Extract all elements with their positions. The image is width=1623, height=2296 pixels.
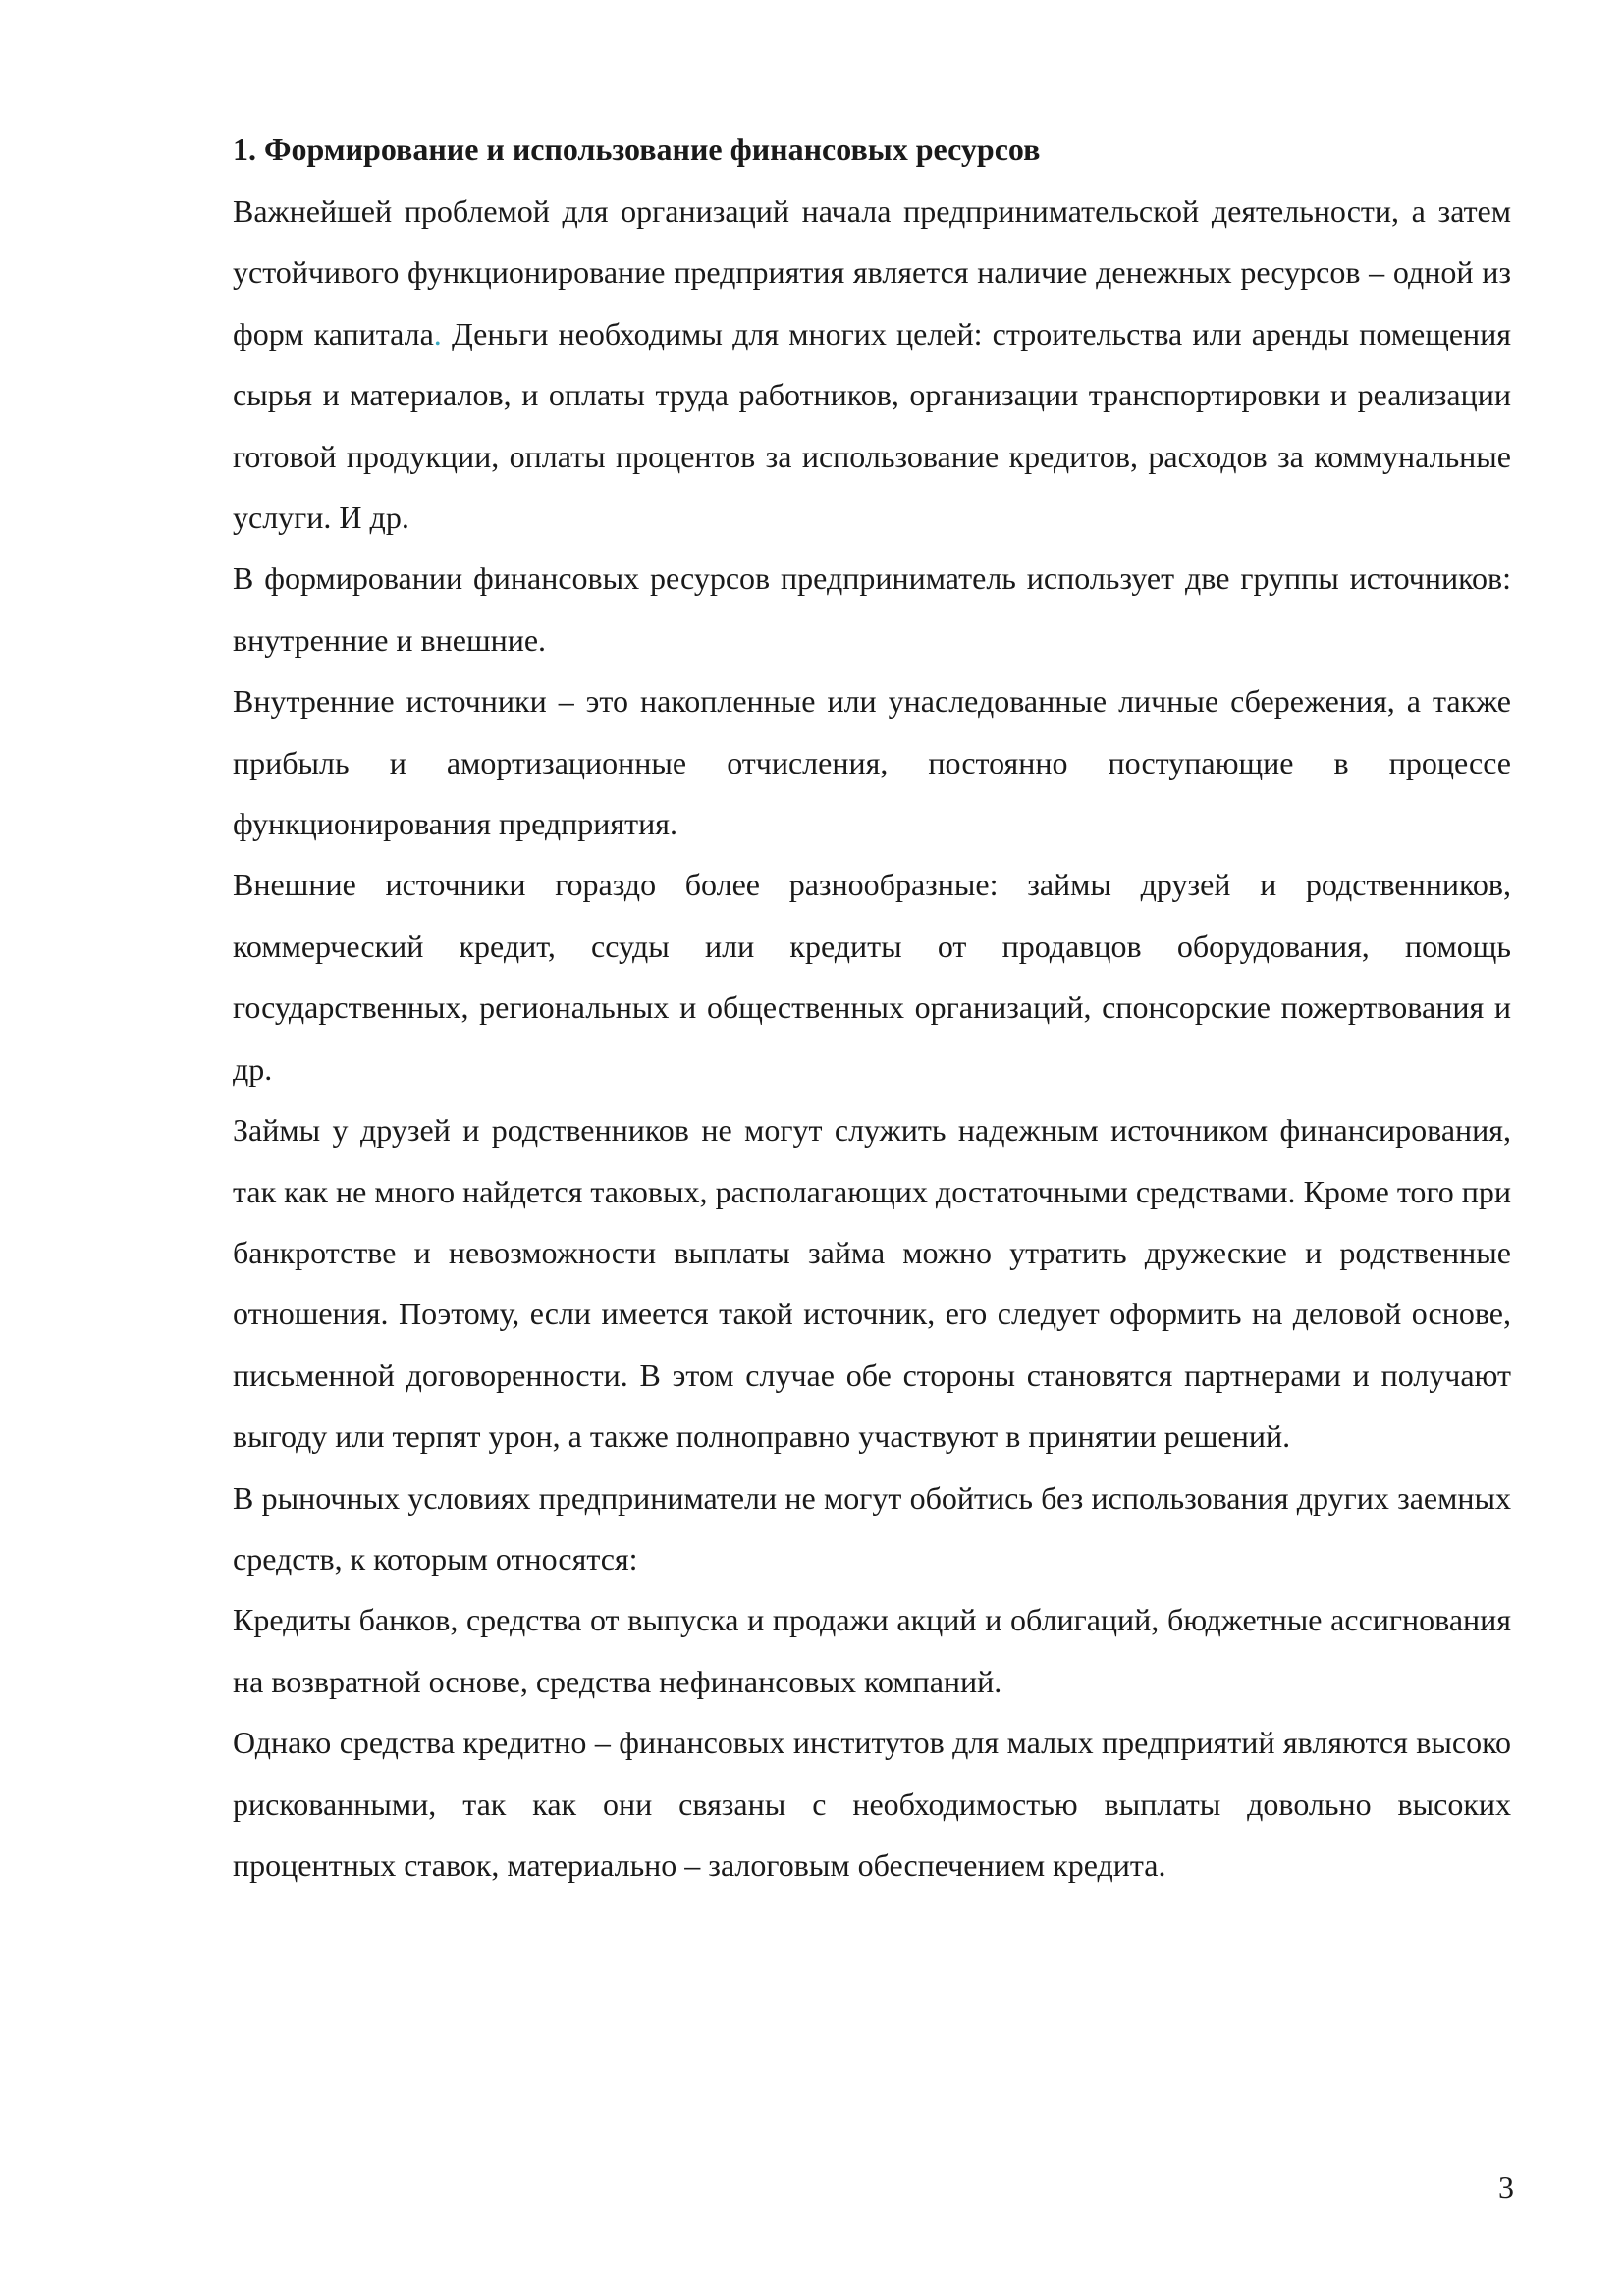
paragraph [233, 181, 1511, 548]
paragraph: Внешние источники гораздо более разнообразные: займы друзей и родственников, коммерческий кредит, ссуды или кредиты от продавцов оборудования, помощь государственных, региональных и общественных организаций, спонсорские пожертвования и др. [233, 867, 1511, 1087]
paragraph: Кредиты банков, средства от выпуска и продажи акций и облигаций, бюджетные ассигнования на возвратной основе, средства нефинансовых компаний. [233, 1602, 1511, 1699]
paragraph: В формировании финансовых ресурсов предприниматель использует две группы источников: внутренние и внешние. [233, 561, 1511, 658]
document-body [233, 128, 1511, 1896]
paragraph: Займы у друзей и родственников не могут служить надежным источником финансирования, так как не много найдется таковых, располагающих достаточными средствами. Кроме того при банкротстве и невозможности выплаты займа можно утратить дружеские и родственные отношения. Поэтому, если имеется такой источник, его следует оформить на деловой основе, письменной договоренности. В этом случае обе стороны становятся партнерами и получают выгоду или терпят урон, а также полноправно участвуют в принятии решений. [233, 1112, 1511, 1455]
paragraph-text: Деньги необходимы для многих целей: строительства или аренды помещения сырья и материалов, и оплаты труда работников, организации транспортировки и реализации готовой продукции, оплаты процентов за использование кредитов, расходов за коммунальные услуги. И др. [233, 315, 1512, 536]
paragraph-text: Важнейшей проблемой для организаций начала предпринимательской деятельности, а затем устойчивого функционирование предприятия является наличие денежных ресурсов – одной из форм капитала [233, 193, 1511, 351]
section-heading: 1. Формирование и использование финансовых ресурсов [233, 132, 1041, 167]
paragraph: В рыночных условиях предприниматели не могут обойтись без использования других заемных средств, к которым относятся: [233, 1479, 1511, 1576]
page-number: 3 [1498, 2169, 1514, 2205]
paragraph: Внутренние источники – это накопленные или унаследованные личные сбережения, а также прибыль и амортизационные отчисления, постоянно поступающие в процессе функционирования предприятия. [233, 683, 1511, 842]
paragraph: Однако средства кредитно – финансовых институтов для малых предприятий являются высоко рискованными, так как они связаны с необходимостью выплаты довольно высоких процентных ставок, материально – залоговым обеспечением кредита. [233, 1725, 1511, 1883]
accent-dot: . [433, 315, 442, 351]
